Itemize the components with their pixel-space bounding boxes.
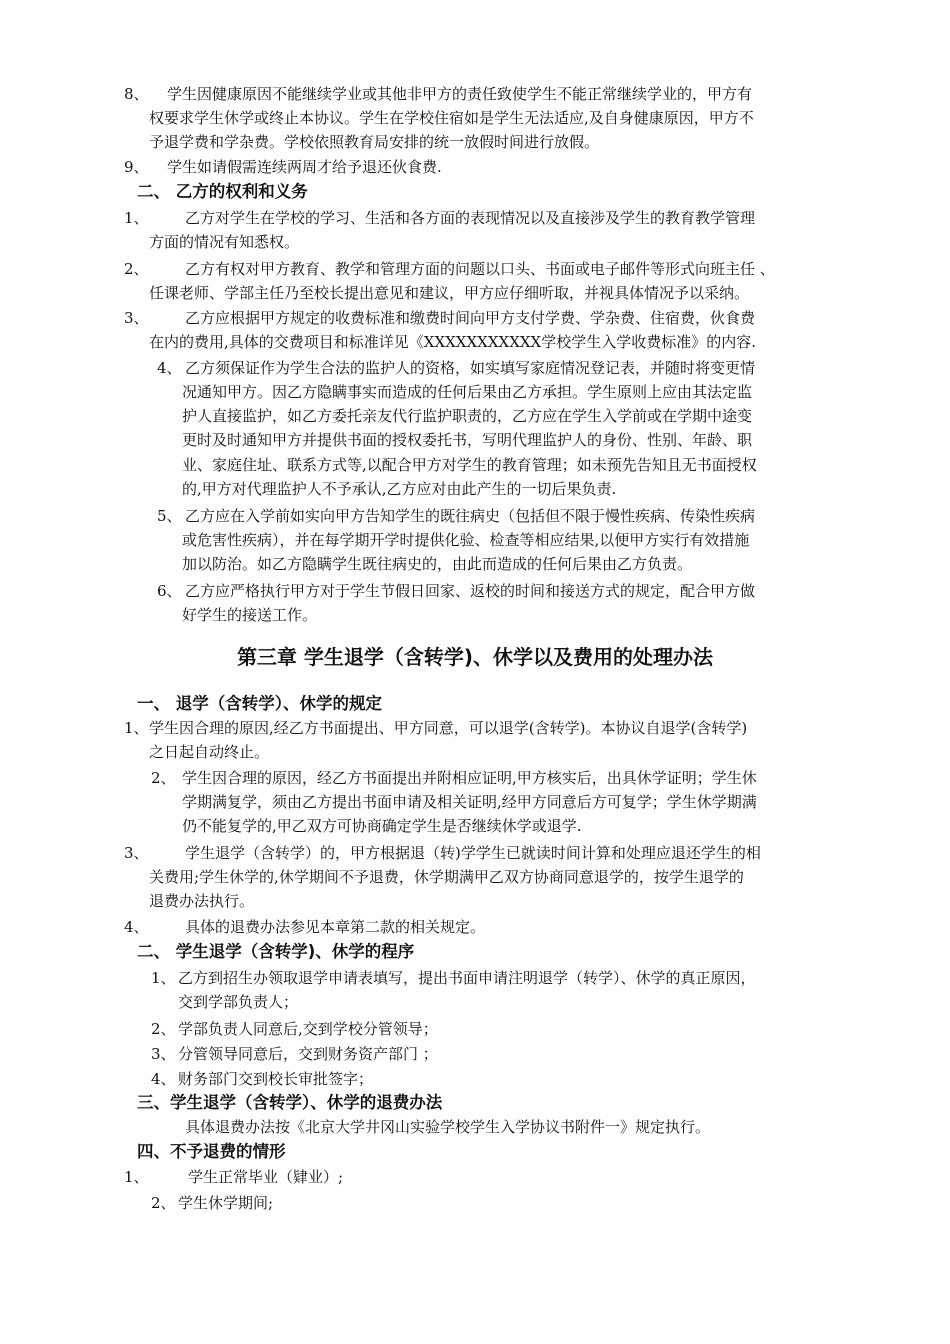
s2-item-5-line-3: 加以防治。如乙方隐瞒学生既往病史的，由此而造成的任何后果由乙方负责。 <box>182 555 693 573</box>
c3s1-item-3-line-3: 退费办法执行。 <box>149 892 255 910</box>
s2-item-1-line-1: 乙方对学生在学校的学习、生活和各方面的表现情况以及直接涉及学生的教育教学管理 <box>185 209 756 227</box>
c3s2-item-4-line-1: 财务部门交到校长审批签字； <box>178 1070 374 1088</box>
c3s2-item-2-line-1: 学部负责人同意后,交到学校分管领导； <box>178 1020 438 1038</box>
c3s4-item-1-line-1: 学生正常毕业（肄业）; <box>188 1168 344 1186</box>
c3s1-item-2-line-1: 学生因合理的原因，经乙方书面提出并附相应证明,甲方核实后，出具休学证明；学生休 <box>182 769 757 787</box>
s2-item-6-number: 6、 <box>157 582 182 600</box>
c3s2-item-3-line-1: 分管领导同意后，交到财务资产部门 ； <box>178 1045 438 1063</box>
s2-item-5-line-1: 乙方应在入学前如实向甲方告知学生的既往病史（包括但不限于慢性疾病、传染性疾病 <box>185 507 756 525</box>
s2-item-6-line-2: 好学生的接送工作。 <box>182 606 318 624</box>
s2-item-4-line-5: 业、家庭住址、联系方式等,以配合甲方对学生的教育管理；如未预先告知且无书面授权 <box>182 456 757 474</box>
section-heading-withdrawal-rules: 一、 退学（含转学）、休学的规定 <box>137 694 382 713</box>
item-9-line-1: 学生如请假需连续两周才给予退还伙食费. <box>167 158 442 176</box>
c3s1-item-1-number: 1、 <box>124 719 149 737</box>
c3s1-item-4-line-1: 具体的退费办法参见本章第二款的相关规定。 <box>185 918 486 936</box>
c3s4-item-2-line-1: 学生休学期间; <box>178 1194 274 1212</box>
item-8-line-2: 权要求学生休学或终止本协议。学生在学校住宿如是学生无法适应,及自身健康原因，甲方不 <box>149 109 754 127</box>
c3s4-item-2-number: 2、 <box>151 1194 176 1212</box>
s2-item-4-line-3: 护人直接监护，如乙方委托亲友代行监护职责的，乙方应在学生入学前或在学期中途变 <box>182 407 753 425</box>
s2-item-4-line-1: 乙方须保证作为学生合法的监护人的资格，如实填写家庭情况登记表，并随时将变更情 <box>185 359 756 377</box>
item-8-number: 8、 <box>124 85 149 103</box>
s2-item-3-line-1: 乙方应根据甲方规定的收费标准和缴费时间向甲方支付学费、学杂费、住宿费，伙食费 <box>185 309 756 327</box>
c3s1-item-4-number: 4、 <box>124 918 149 936</box>
c3s2-item-1-number: 1、 <box>151 969 176 987</box>
item-8-line-3: 予退学费和学杂费。学校依照教育局安排的统一放假时间进行放假。 <box>149 133 600 151</box>
s2-item-3-line-2: 在内的费用,具体的交费项目和标准详见《XXXXXXXXXXX学校学生入学收费标准》的内容. <box>149 333 757 351</box>
refund-method-text: 具体退费办法按《北京大学井冈山实验学校学生入学协议书附件一》规定执行。 <box>185 1118 711 1136</box>
s2-item-4-line-6: 的,甲方对代理监护人不予承认,乙方应对由此产生的一切后果负责. <box>182 480 617 498</box>
s2-item-2-line-2: 任课老师、学部主任乃至校长提出意见和建议，甲方应仔细听取，并视具体情况予以采纳。 <box>149 284 750 302</box>
s2-item-5-line-2: 或危害性疾病），并在每学期开学时提供化验、检查等相应结果,以便甲方实行有效措施 <box>182 531 750 549</box>
item-9-number: 9、 <box>124 158 149 176</box>
chapter-title: 第三章 学生退学（含转学)、休学以及费用的处理办法 <box>236 645 714 669</box>
section-heading-withdrawal-procedure: 二、 学生退学（含转学)、休学的程序 <box>137 942 415 961</box>
c3s4-item-1-number: 1、 <box>124 1168 149 1186</box>
c3s1-item-3-number: 3、 <box>124 844 149 862</box>
c3s1-item-1-line-2: 之日起自动终止。 <box>149 743 270 761</box>
section-heading-no-refund-cases: 四、不予退费的情形 <box>137 1142 286 1161</box>
s2-item-4-number: 4、 <box>157 359 182 377</box>
s2-item-4-line-2: 况通知甲方。因乙方隐瞒事实而造成的任何后果由乙方承担。学生原则上应由其法定监 <box>182 383 753 401</box>
c3s1-item-1-line-1: 学生因合理的原因,经乙方书面提出、甲方同意，可以退学(含转学)。本协议自退学(含转学) <box>149 719 748 737</box>
c3s2-item-2-number: 2、 <box>151 1020 176 1038</box>
c3s2-item-3-number: 3、 <box>151 1045 176 1063</box>
s2-item-4-line-4: 更时及时通知甲方并提供书面的授权委托书，写明代理监护人的身份、性别、年龄、职 <box>182 431 753 449</box>
c3s2-item-1-line-2: 交到学部负责人； <box>178 993 299 1011</box>
s2-item-3-number: 3、 <box>124 309 149 327</box>
section-heading-refund-method: 三、学生退学（含转学）、休学的退费办法 <box>137 1093 443 1112</box>
s2-item-2-line-1: 乙方有权对甲方教育、教学和管理方面的问题以口头、书面或电子邮件等形式向班主任 、 <box>185 260 775 278</box>
s2-item-2-number: 2、 <box>124 260 149 278</box>
s2-item-1-number: 1、 <box>124 209 149 227</box>
item-8-line-1: 学生因健康原因不能继续学业或其他非甲方的责任致使学生不能正常继续学业的，甲方有 <box>167 85 753 103</box>
s2-item-6-line-1: 乙方应严格执行甲方对于学生节假日回家、返校的时间和接送方式的规定，配合甲方做 <box>185 582 756 600</box>
c3s1-item-3-line-2: 关费用;学生休学的,休学期间不予退费，休学期满甲乙双方协商同意退学的，按学生退学的 <box>149 868 744 886</box>
s2-item-5-number: 5、 <box>157 507 182 525</box>
c3s2-item-4-number: 4、 <box>151 1070 176 1088</box>
c3s1-item-2-line-2: 学期满复学，须由乙方提出书面申请及相关证明,经甲方同意后方可复学；学生休学期满 <box>182 793 757 811</box>
c3s1-item-3-line-1: 学生退学（含转学）的，甲方根据退（转)学学生已就读时间计算和处理应退还学生的相 <box>185 844 761 862</box>
c3s1-item-2-line-3: 仍不能复学的,甲乙双方可协商确定学生是否继续休学或退学. <box>182 817 582 835</box>
c3s2-item-1-line-1: 乙方到招生办领取退学申请表填写，提出书面申请注明退学（转学）、休学的真正原因， <box>178 969 756 987</box>
c3s1-item-2-number: 2、 <box>151 769 176 787</box>
section-heading-party-b-rights: 二、 乙方的权利和义务 <box>137 182 308 201</box>
s2-item-1-line-2: 方面的情况有知悉权。 <box>149 233 300 251</box>
